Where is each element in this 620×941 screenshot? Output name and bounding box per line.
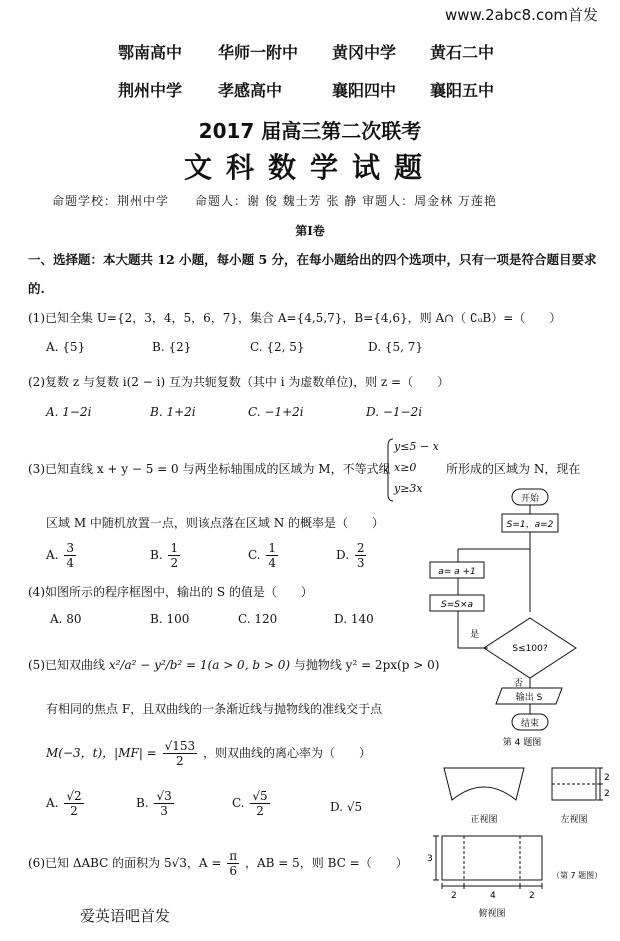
flowchart-update-s-label: S=S×a bbox=[440, 600, 474, 610]
q3-option-d: D. $\frac{2}{3}$ bbox=[336, 541, 365, 570]
system-brace bbox=[384, 438, 394, 502]
flowchart-end-label: 结束 bbox=[520, 719, 540, 729]
side-dim-top: 2 bbox=[604, 773, 610, 783]
inequality-2: x≥0 bbox=[394, 461, 417, 474]
flowchart-condition-label: S≤100? bbox=[512, 644, 548, 654]
q5-stem-prefix: (5)已知双曲线 bbox=[28, 658, 105, 672]
q3-option-a: A. $\frac{3}{4}$ bbox=[46, 541, 74, 570]
school-name: 华师一附中 bbox=[218, 43, 299, 62]
q5-option-b: B. $\frac{√3}{3}$ bbox=[136, 789, 172, 818]
threeview-caption: （第 7 题图） bbox=[552, 871, 603, 880]
flowchart-caption: 第 4 题图 bbox=[502, 738, 542, 748]
question-3-stem-cont2: 区域 M 中随机放置一点，则该点落在区域 N 的概率是（ ） bbox=[46, 516, 385, 530]
q4-option-b: B. 100 bbox=[150, 612, 190, 626]
question-5-stem-cont: 有相同的焦点 F，且双曲线的一条渐近线与抛物线的准线交于点 bbox=[46, 702, 383, 716]
school-name: 荆州中学 bbox=[118, 81, 183, 100]
side-dim-bottom: 2 bbox=[604, 789, 610, 799]
q2-option-a: A. 1−2i bbox=[46, 405, 92, 419]
section-instructions: 一、选择题：本大题共 12 小题，每小题 5 分，在每小题给出的四个选项中，只有一项是符合题目要求 bbox=[28, 252, 597, 267]
flowchart-update-a-label: a= a +1 bbox=[438, 567, 476, 577]
flowchart-start-label: 开始 bbox=[520, 494, 540, 504]
site-watermark: www.2abc8.com首发 bbox=[444, 6, 598, 24]
q5-option-c: C. $\frac{√5}{2}$ bbox=[232, 789, 268, 818]
q1-option-a: A. {5} bbox=[46, 340, 86, 354]
question-3-stem: (3)已知直线 x + y − 5 = 0 与两坐标轴围成的区域为 M，不等式组 bbox=[28, 462, 391, 476]
inequality-3: y≥3x bbox=[394, 482, 423, 495]
top-view-label: 俯视图 bbox=[478, 909, 506, 919]
question-2-stem: (2)复数 z 与复数 i(2 − i) 互为共轭复数（其中 i 为虚数单位)，则 z =（ ） bbox=[28, 375, 450, 389]
volume-label: 第Ⅰ卷 bbox=[295, 224, 325, 238]
flowchart-output-label: 输出 S bbox=[515, 693, 543, 703]
flowchart-init-label: S=1，a=2 bbox=[506, 520, 554, 530]
question-6-stem: (6)已知 ΔABC 的面积为 5√3，A = $\frac{\pi}{6}$ ，AB = 5，则 BC =（ ） bbox=[28, 849, 408, 878]
q4-option-d: D. 140 bbox=[334, 612, 374, 626]
q6-stem-prefix: (6)已知 ΔABC 的面积为 5√3，A = bbox=[28, 856, 222, 870]
school-name: 孝感高中 bbox=[218, 81, 283, 100]
q1-option-b: B. {2} bbox=[152, 340, 192, 354]
question-5-stem bbox=[28, 656, 439, 673]
front-view-shape bbox=[444, 768, 524, 800]
q5-option-d: D. √5 bbox=[330, 800, 363, 814]
school-name: 鄂南高中 bbox=[118, 43, 183, 62]
flowchart-yes-label: 是 bbox=[470, 630, 480, 640]
exam-subject-title: 文科数学试题 bbox=[183, 151, 436, 184]
threeview-figure bbox=[424, 760, 610, 920]
q1-option-d: D. {5, 7} bbox=[368, 340, 423, 354]
school-name: 襄阳四中 bbox=[332, 81, 397, 100]
q2-option-c: C. −1+2i bbox=[248, 405, 304, 419]
question-4-stem: (4)如图所示的程序框图中，输出的 S 的值是（ ） bbox=[28, 585, 313, 599]
q5-parabola: 与抛物线 y² = 2px(p > 0) bbox=[293, 658, 440, 672]
flowchart-no-label: 否 bbox=[514, 679, 524, 689]
front-view-label: 正视图 bbox=[470, 815, 498, 825]
inequality-1: y≤5 − x bbox=[394, 440, 439, 453]
section-instructions-cont: 的. bbox=[28, 281, 45, 296]
question-3-stem-cont: 所形成的区域为 N，现在 bbox=[446, 462, 581, 476]
side-view-label: 左视图 bbox=[560, 815, 588, 825]
school-name: 黄石二中 bbox=[430, 43, 495, 62]
exam-title: 2017 届高三第二次联考 bbox=[198, 119, 422, 143]
school-name: 黄冈中学 bbox=[332, 43, 397, 62]
flowchart-figure bbox=[418, 486, 593, 748]
question-1-stem: (1)已知全集 U={2，3，4，5，6，7}，集合 A={4,5,7}，B={4,6}，则 A∩（ ∁ᵤB）=（ ） bbox=[28, 311, 562, 325]
q5-point-m: M(−3，t)，|MF| = bbox=[46, 746, 157, 760]
q3-option-b: B. $\frac{1}{2}$ bbox=[150, 541, 179, 570]
q2-option-d: D. −1−2i bbox=[366, 405, 423, 419]
top-dim-right: 2 bbox=[529, 891, 535, 901]
q4-option-a: A. 80 bbox=[50, 612, 82, 626]
q1-option-c: C. {2, 5} bbox=[250, 340, 305, 354]
top-dim-left: 2 bbox=[451, 891, 457, 901]
top-dim-height: 3 bbox=[427, 854, 433, 864]
q2-option-b: B. 1+2i bbox=[150, 405, 196, 419]
q5-option-a: A. $\frac{√2}{2}$ bbox=[46, 789, 82, 818]
q4-option-c: C. 120 bbox=[238, 612, 278, 626]
top-view-shape bbox=[442, 836, 542, 880]
q5-eccentricity-ask: ，则双曲线的离心率为（ ） bbox=[202, 746, 371, 760]
q6-stem-suffix: ，AB = 5，则 BC =（ ） bbox=[245, 856, 408, 870]
top-dim-middle: 4 bbox=[490, 891, 496, 901]
q3-option-c: C. $\frac{1}{4}$ bbox=[248, 541, 277, 570]
footer-note: 爱英语吧首发 bbox=[80, 907, 171, 925]
question-5-stem-cont2: M(−3，t)，|MF| = $\frac{√153}{2}$ ，则双曲线的离心率为（ ） bbox=[46, 739, 371, 768]
school-name: 襄阳五中 bbox=[430, 81, 495, 100]
authors-line: 命题学校：荆州中学 命题人：谢 俊 魏士芳 张 静 审题人：周金林 万莲艳 bbox=[52, 194, 497, 208]
q5-hyperbola-equation: x²/a² − y²/b² = 1(a > 0, b > 0) bbox=[108, 658, 291, 672]
